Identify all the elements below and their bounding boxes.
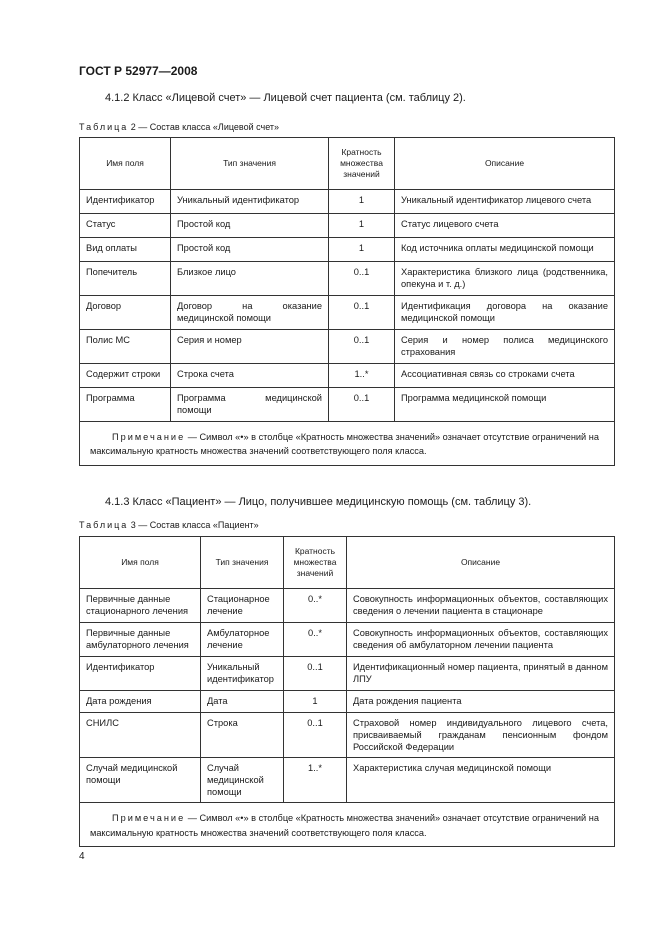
note-text: — Символ «•» в столбце «Кратность множества значений» означает отсутствие ограничений на максимальную кратность множества значений соответствующего поля класса. (90, 813, 599, 838)
table-cell: Попечитель (80, 262, 171, 296)
table-cell: Простой код (171, 214, 329, 238)
caption-word: Таблица (79, 520, 129, 530)
table-cell: Строка счета (171, 364, 329, 388)
table-2 (79, 137, 615, 466)
table-cell: Статус лицевого счета (395, 214, 615, 238)
table-cell: 0..1 (329, 296, 395, 330)
table-cell: Строка (201, 713, 284, 758)
header-row (80, 537, 615, 589)
caption-word: Таблица (79, 122, 129, 132)
table-cell: Содержит строки (80, 364, 171, 388)
table-cell: 1 (329, 214, 395, 238)
section-title-4-1-3: 4.1.3 Класс «Пациент» — Лицо, получившее медицинскую помощь (см. таблицу 3). (105, 496, 532, 508)
table-cell: Стационарное лечение (201, 589, 284, 623)
table-cell: Вид оплаты (80, 238, 171, 262)
table-note (80, 803, 615, 847)
note-word: Примечание (112, 813, 186, 824)
table-cell: Серия и номер полиса медицинского страхования (395, 330, 615, 364)
column-header: Кратность множества значений (329, 138, 395, 190)
note-row (80, 803, 615, 847)
table-cell: Случай медицинской помощи (80, 758, 201, 803)
table-cell: 0..* (284, 623, 347, 657)
table-cell: 1..* (329, 364, 395, 388)
table-cell: Код источника оплаты медицинской помощи (395, 238, 615, 262)
table-cell: 1..* (284, 758, 347, 803)
table-cell: 0..* (284, 589, 347, 623)
table-cell: Статус (80, 214, 171, 238)
note-word: Примечание (112, 432, 186, 442)
table-cell: Совокупность информационных объектов, составляющих сведения об амбулаторном лечении пациента (347, 623, 615, 657)
section-title-4-1-2: 4.1.2 Класс «Лицевой счет» — Лицевой счет пациента (см. таблицу 2). (105, 92, 466, 104)
caption-text: 2 — Состав класса «Лицевой счет» (128, 122, 280, 132)
table-cell: Уникальный идентификатор (171, 190, 329, 214)
table-cell: Страховой номер индивидуального лицевого счета, присваиваемый гражданам пенсионным фондом Российской Федерации (347, 713, 615, 758)
table-cell: Идентификатор (80, 190, 171, 214)
table-cell: 1 (284, 691, 347, 713)
table-cell: Идентификатор (80, 657, 201, 691)
table-cell: СНИЛС (80, 713, 201, 758)
table-row (80, 214, 615, 238)
table-row (80, 388, 615, 422)
table-cell: 1 (329, 190, 395, 214)
table-row (80, 691, 615, 713)
column-header: Имя поля (80, 138, 171, 190)
table-row (80, 262, 615, 296)
table-cell: Дата рождения пациента (347, 691, 615, 713)
header-row (80, 138, 615, 190)
table-3 (79, 536, 615, 847)
table-2-caption (79, 122, 279, 132)
table-cell: Уникальный идентификатор лицевого счета (395, 190, 615, 214)
table-cell: Договор (80, 296, 171, 330)
table-row (80, 589, 615, 623)
table-cell: 0..1 (329, 262, 395, 296)
table-row (80, 758, 615, 803)
table-row (80, 238, 615, 262)
column-header: Тип значения (171, 138, 329, 190)
table-cell: 0..1 (329, 330, 395, 364)
table-cell: Совокупность информационных объектов, составляющих сведения о лечении пациента в стационаре (347, 589, 615, 623)
table-row (80, 190, 615, 214)
column-header: Кратность множества значений (284, 537, 347, 589)
table-row (80, 657, 615, 691)
table-cell: 0..1 (284, 657, 347, 691)
table-cell: Первичные данные амбулаторного лечения (80, 623, 201, 657)
table-cell: Программа медицинской помощи (395, 388, 615, 422)
table-3-caption (79, 520, 259, 530)
column-header: Имя поля (80, 537, 201, 589)
table-row (80, 623, 615, 657)
table-cell: Программа (80, 388, 171, 422)
table-row (80, 296, 615, 330)
caption-text: 3 — Состав класса «Пациент» (128, 520, 259, 530)
table-row (80, 713, 615, 758)
document-header: ГОСТ Р 52977—2008 (79, 64, 198, 78)
table-cell: Случай медицинской помощи (201, 758, 284, 803)
table-cell: Характеристика случая медицинской помощи (347, 758, 615, 803)
table-cell: Программа медицинской помощи (171, 388, 329, 422)
table-cell: Амбулаторное лечение (201, 623, 284, 657)
table-row (80, 364, 615, 388)
table-cell: Договор на оказание медицинской помощи (171, 296, 329, 330)
table-cell: Простой код (171, 238, 329, 262)
table-cell: Серия и номер (171, 330, 329, 364)
table-cell: Дата рождения (80, 691, 201, 713)
table-cell: 1 (329, 238, 395, 262)
table-cell: Дата (201, 691, 284, 713)
table-cell: Первичные данные стационарного лечения (80, 589, 201, 623)
table-cell: Характеристика близкого лица (родственника, опекуна и т. д.) (395, 262, 615, 296)
page-number: 4 (79, 851, 85, 862)
note-row (80, 422, 615, 466)
column-header: Описание (347, 537, 615, 589)
column-header: Описание (395, 138, 615, 190)
table-row (80, 330, 615, 364)
table-note (80, 422, 615, 466)
table-cell: Ассоциативная связь со строками счета (395, 364, 615, 388)
table-cell: Идентификационный номер пациента, принятый в данном ЛПУ (347, 657, 615, 691)
table-cell: Идентификация договора на оказание медицинской помощи (395, 296, 615, 330)
table-cell: Уникальный идентификатор (201, 657, 284, 691)
table-cell: 0..1 (329, 388, 395, 422)
column-header: Тип значения (201, 537, 284, 589)
table-cell: 0..1 (284, 713, 347, 758)
table-cell: Полис МС (80, 330, 171, 364)
table-cell: Близкое лицо (171, 262, 329, 296)
note-text: — Символ «•» в столбце «Кратность множества значений» означает отсутствие ограничений на максимальную кратность множества значений соответствующего поля класса. (90, 432, 599, 457)
